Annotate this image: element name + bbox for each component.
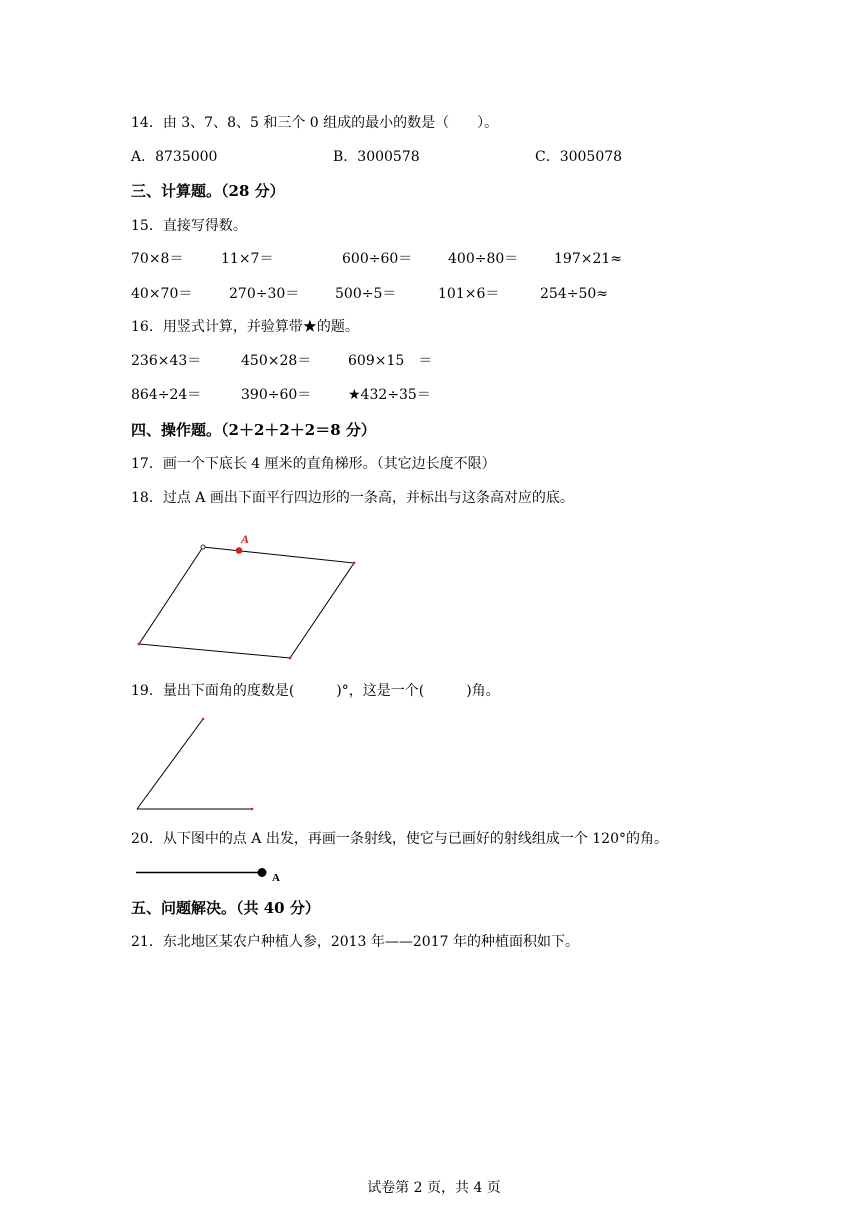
section4-title: 四、操作题。（2＋2＋2＋2＝8 分） [131, 421, 376, 439]
q15-item: 101×6＝ [438, 286, 500, 302]
section5-title: 五、问题解决。（共 40 分） [131, 899, 320, 917]
vertex-dot [251, 808, 254, 811]
q15-item: 11×7＝ [221, 251, 274, 267]
q15-item: 400÷80＝ [448, 251, 519, 267]
q21-text: 21．东北地区某农户种植人参，2013 年——2017 年的种植面积如下。 [131, 934, 579, 950]
section3-title: 三、计算题。（28 分） [131, 182, 285, 200]
page-footer: 试卷第 2 页，共 4 页 [367, 1180, 501, 1196]
q15-item: 254÷50≈ [540, 286, 608, 302]
q15-item: 600÷60＝ [342, 251, 413, 267]
q19-text: 19．量出下面角的度数是( )°，这是一个( )角。 [131, 683, 500, 699]
q14-text: 14．由 3、7、8、5 和三个 0 组成的最小的数是（ ）。 [131, 115, 499, 131]
vertex-dot [201, 545, 205, 549]
q14-option-b: B．3000578 [333, 149, 420, 165]
vertex-dot [353, 562, 356, 565]
ray-figure [136, 868, 280, 884]
q16-item: 864÷24＝ [131, 387, 202, 403]
q14-option-a: A．8735000 [131, 149, 218, 165]
q15-item: 40×70＝ [131, 286, 193, 302]
q15-text: 15．直接写得数。 [131, 218, 247, 234]
parallelogram-figure [138, 532, 356, 659]
q16-item: ★432÷35＝ [348, 387, 431, 403]
angle-figure [137, 718, 253, 811]
q14-option-c: C．3005078 [535, 149, 623, 165]
vertex-dot [138, 643, 141, 646]
vertex-dot [289, 657, 292, 660]
q15-item: 500÷5＝ [335, 286, 397, 302]
q15-item: 270÷30＝ [229, 286, 300, 302]
q16-item: 390÷60＝ [241, 387, 312, 403]
q16-item: 609×15 ＝ [348, 353, 433, 369]
point-a-dot [258, 868, 267, 877]
q16-item: 450×28＝ [241, 353, 312, 369]
vertex-dot [202, 718, 205, 721]
q15-item: 70×8＝ [131, 251, 184, 267]
point-a-label: A [241, 532, 250, 546]
q16-text: 16．用竖式计算，并验算带★的题。 [131, 319, 359, 335]
point-a-label: A [272, 872, 280, 884]
q17-text: 17．画一个下底长 4 厘米的直角梯形。（其它边长度不限） [131, 456, 496, 472]
q20-text: 20．从下图中的点 A 出发，再画一条射线，使它与已画好的射线组成一个 120°的角。 [131, 831, 668, 847]
point-a-dot [236, 547, 243, 554]
q18-text: 18．过点 A 画出下面平行四边形的一条高，并标出与这条高对应的底。 [131, 490, 574, 506]
q16-item: 236×43＝ [131, 353, 202, 369]
q15-item: 197×21≈ [554, 251, 622, 267]
